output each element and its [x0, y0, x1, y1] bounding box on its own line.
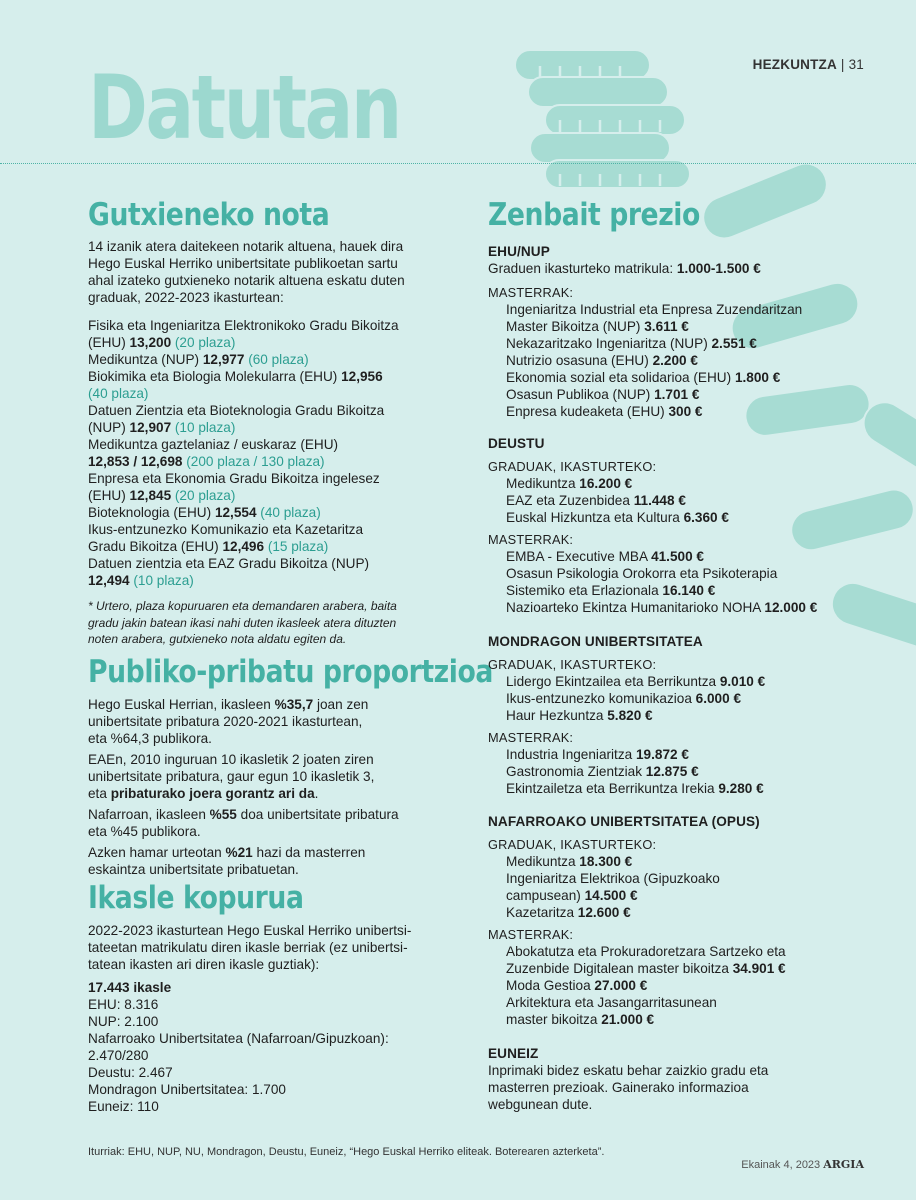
- list-item: Bioteknologia (EHU) 12,554 (40 plaza): [88, 505, 321, 520]
- folio: [741, 1158, 864, 1171]
- price-block-euneiz: EUNEIZ Inprimaki bidez eskatu behar zaizkio gradu eta masterren prezioak. Gainerako informazioa webgunean dute.: [488, 1046, 769, 1112]
- ikasle-text: 2022-2023 ikasturtean Hego Euskal Herriko unibertsi- tateetan matrikulatu diren ikasle berriak (ez unibertsi- tatean ikasten ari diren ikasle guztiak): 17.443 ikasle EHU: 8.316 NUP: 2.100 Nafarroako Unibertsitatea (Nafarroan/Gipuzkoan): 2.470/280 Deustu: 2.467 Mondragon Unibertsitatea: 1.700 Euneiz: 110: [88, 923, 412, 1114]
- publiko-text: Hego Euskal Herrian, ikasleen %35,7 joan zen unibertsitate pribatura 2020-2021 ikasturtean, eta %64,3 publikora. EAEn, 2010 inguruan 10 ikasletik 2 joaten ziren unibertsitate pribatura, gaur egun 10 ikasletik 3, eta pribaturako joera gorantz ari da. Nafarroan, ikasleen %55 doa unibertsitate pribatura eta %45 publikora. Azken hamar urteotan %21 hazi da masterren eskaintza unibertsitate pribatuetan.: [88, 697, 399, 877]
- section-heading: Zenbait prezio: [488, 197, 700, 233]
- section-heading: Publiko-pribatu proportzioa: [88, 654, 493, 690]
- price-block-deustu: DEUSTU GRADUAK, IKASTURTEKO: Medikuntza 16.200 € EAZ eta Zuzenbidea 11.448 € Euskal Hizkuntza eta Kultura 6.360 € MASTERRAK: EMBA - Executive MBA 41.500 € Osasun Psikologia Orokorra eta Psikoterapia Sistemiko eta Erlazionala 16.140 € Nazioarteko Ekintza Humanitarioko NOHA 12.000 €: [488, 436, 818, 615]
- section-ikasle: [88, 880, 339, 916]
- list-item: Enpresa eta Ekonomia Gradu Bikoitza ingelesez (EHU) 12,845 (20 plaza): [88, 471, 380, 503]
- section-header: [753, 57, 864, 72]
- list-item: Biokimika eta Biologia Molekularra (EHU) 12,956 (40 plaza): [88, 369, 383, 401]
- price-block-mondragon: MONDRAGON UNIBERTSITATEA GRADUAK, IKASTURTEKO: Lidergo Ekintzailea eta Berrikuntza 9.010 € Ikus-entzunezko komunikazioa 6.000 € Haur Hezkuntza 5.820 € MASTERRAK: Industria Ingeniaritza 19.872 € Gastronomia Zientziak 12.875 € Ekintzailetza eta Berrikuntza Irekia 9.280 €: [488, 634, 766, 796]
- list-item: Datuen zientzia eta EAZ Gradu Bikoitza (NUP) 12,494 (10 plaza): [88, 556, 370, 588]
- min-grade-list: [88, 317, 428, 589]
- list-item: Ikus-entzunezko Komunikazio eta Kazetaritza Gradu Bikoitza (EHU) 12,496 (15 plaza): [88, 522, 364, 554]
- price-block-ehu: EHU/NUP Graduen ikasturteko matrikula: 1.000-1.500 € MASTERRAK: Ingeniaritza Industrial eta Enpresa Zuzendaritzan Master Bikoitza (NUP) 3.611 € Nekazaritzako Ingeniaritza (NUP) 2.551 € Nutrizio osasuna (EHU) 2.200 € Ekonomia sozial eta solidarioa (EHU) 1.800 € Osasun Publikoa (NUP) 1.701 € Enpresa kudeaketa (EHU) 300 €: [488, 244, 803, 419]
- brand-logo: ARGIA: [823, 1158, 864, 1171]
- gutxieneko-intro: 14 izanik atera daitekeen notarik altuena, hauek dira Hego Euskal Herriko unibertsitate publikoetan sartu ahal izateko gutxieneko notarik altuena eskatu duten graduak, 2022-2023 ikasturtean:: [88, 239, 405, 305]
- section-name: HEZKUNTZA: [752, 57, 837, 72]
- page-number: 31: [848, 57, 864, 72]
- section-heading: Ikasle kopurua: [88, 880, 304, 916]
- list-item: Fisika eta Ingeniaritza Elektronikoko Gradu Bikoitza (EHU) 13,200 (20 plaza): [88, 318, 399, 350]
- source-footer: Iturriak: EHU, NUP, NU, Mondragon, Deustu, Euneiz, “Hego Euskal Herriko eliteak. Boterearen azterketa”.: [88, 1146, 605, 1158]
- list-item: Datuen Zientzia eta Bioteknologia Gradu Bikoitza (NUP) 12,907 (10 plaza): [88, 403, 385, 435]
- price-block-nafarroa: NAFARROAKO UNIBERTSITATEA (OPUS) GRADUAK, IKASTURTEKO: Medikuntza 18.300 € Ingeniaritza Elektrikoa (Gipuzkoako campusean) 14.500 € Kazetaritza 12.600 € MASTERRAK: Abokatutza eta Prokuradoretzara Sartzeko eta Zuzenbide Digitalean master bikoitza 34.901 € Moda Gestioa 27.000 € Arkitektura eta Jasangarritasunean master bikoitza 21.000 €: [488, 814, 786, 1027]
- list-item: Medikuntza (NUP) 12,977 (60 plaza): [88, 352, 309, 367]
- page-title: Datutan: [88, 56, 400, 159]
- issue-date: Ekainak 4, 2023: [741, 1159, 821, 1171]
- dotted-divider: [0, 163, 916, 164]
- footnote: * Urtero, plaza kopuruaren eta demandaren arabera, baita gradu jakin batean ikasi nahi duten ikasleek atera dituzten noten arabera, gutxieneko nota aldatu egiten da.: [88, 599, 397, 646]
- header-separator: |: [840, 57, 845, 72]
- section-heading: Gutxieneko nota: [88, 197, 330, 233]
- section-prezio: [488, 197, 734, 233]
- section-gutxieneko: [88, 197, 428, 233]
- list-item: Medikuntza gaztelaniaz / euskaraz (EHU) 12,853 / 12,698 (200 plaza / 130 plaza): [88, 437, 339, 469]
